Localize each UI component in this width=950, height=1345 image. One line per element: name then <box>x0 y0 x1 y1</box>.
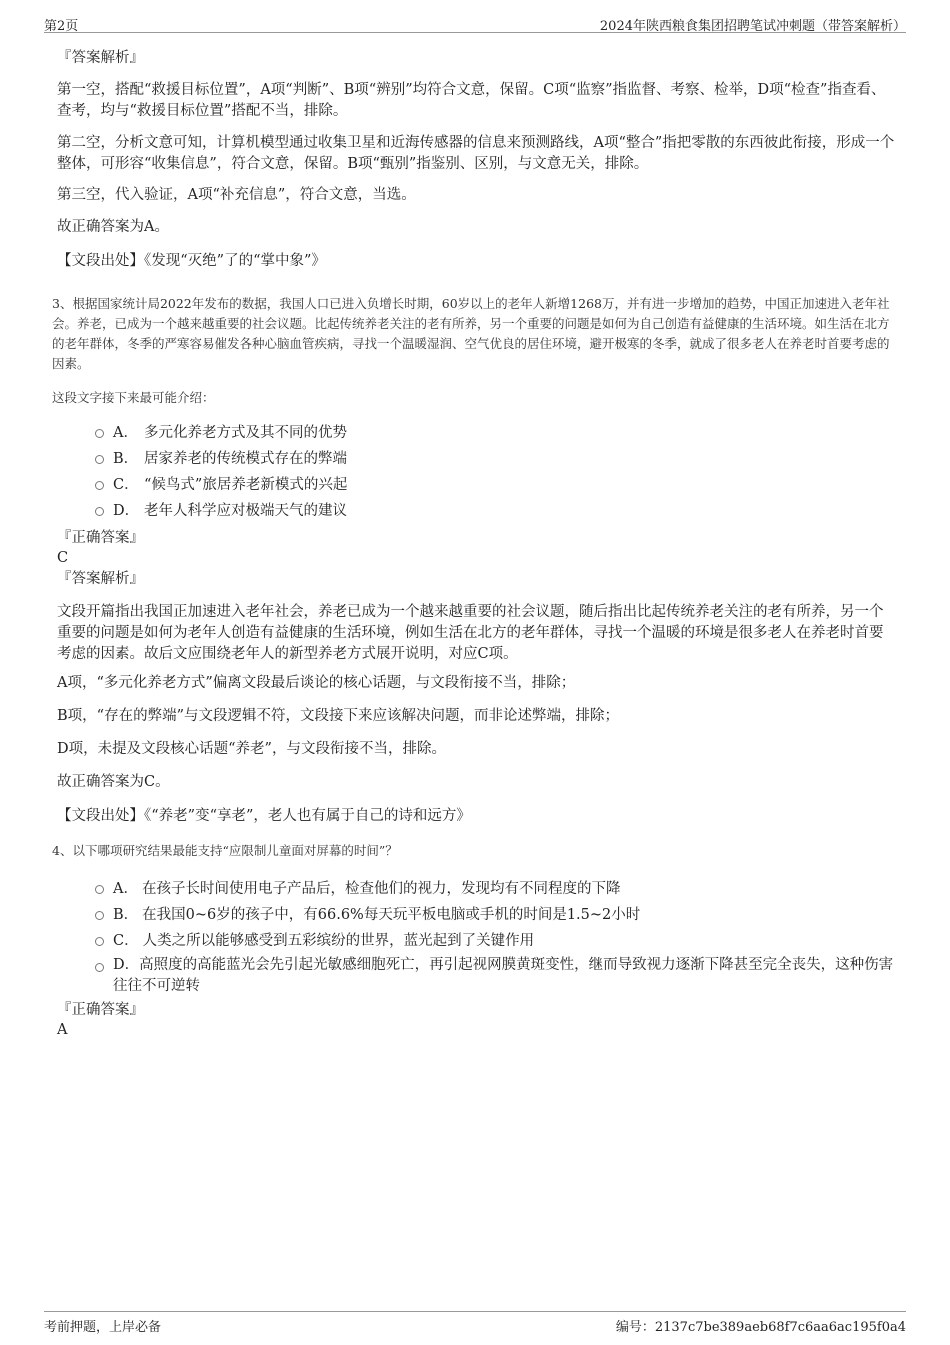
q2-analysis-para-3: 第三空，代入验证，A项“补充信息”，符合文意，当选。 <box>57 187 416 203</box>
q3-option-a[interactable] <box>95 421 900 447</box>
option-key: B． <box>113 451 139 467</box>
option-text: 人类之所以能够感受到五彩缤纷的世界，蓝光起到了关键作用 <box>142 933 535 949</box>
radio-icon[interactable] <box>95 429 104 438</box>
q3-conclusion: 故正确答案为C。 <box>57 774 170 790</box>
radio-icon[interactable] <box>95 963 104 972</box>
q4-question: 4、以下哪项研究结果最能支持“应限制儿童面对屏幕的时间”？ <box>52 843 398 858</box>
option-key: B． <box>113 907 139 923</box>
q3-option-b[interactable] <box>95 447 900 473</box>
option-key: D． <box>113 503 140 519</box>
option-body: 高照度的高能蓝光会先引起光敏感细胞死亡，再引起视网膜黄斑变性，继而导致视力逐渐下降甚至完全丧失，这种伤害往往不可逆转 <box>113 957 894 994</box>
q2-source: 【文段出处】《发现“灭绝”了的“掌中象”》 <box>57 253 326 269</box>
q3-options <box>95 421 900 525</box>
q4-option-d[interactable] <box>95 955 900 997</box>
radio-icon[interactable] <box>95 885 104 894</box>
q3-prompt: 这段文字接下来最可能介绍： <box>52 390 215 405</box>
option-key: A． <box>113 881 138 897</box>
footer-slogan: 考前押题，上岸必备 <box>44 1320 162 1335</box>
radio-icon[interactable] <box>95 455 104 464</box>
q3-analysis-para-2: A项，“多元化养老方式”偏离文段最后谈论的核心话题，与文段衔接不当，排除； <box>57 675 576 691</box>
q3-analysis-para-3: B项，“存在的弊端”与文段逻辑不符，文段接下来应该解决问题，而非论述弊端，排除； <box>57 708 619 724</box>
option-text: 在我国0~6岁的孩子中，有66.6%每天玩平板电脑或手机的时间是1.5~2小时 <box>142 907 641 923</box>
radio-icon[interactable] <box>95 911 104 920</box>
radio-icon[interactable] <box>95 507 104 516</box>
option-key: A． <box>113 425 138 441</box>
q3-analysis-label: 『答案解析』 <box>57 571 144 587</box>
q4-option-b[interactable] <box>95 903 900 929</box>
option-text: 老年人科学应对极端天气的建议 <box>144 503 347 519</box>
q2-analysis-label: 『答案解析』 <box>57 50 144 66</box>
q4-correct-label: 『正确答案』 <box>57 1002 144 1018</box>
document-id: 编号：2137c7be389aeb68f7c6aa6ac195f0a4 <box>615 1320 906 1335</box>
q4-options <box>95 877 900 997</box>
document-title: 2024年陕西粮食集团招聘笔试冲刺题（带答案解析） <box>599 19 906 34</box>
page-header <box>44 12 906 33</box>
page-footer <box>44 1311 906 1336</box>
q3-source: 【文段出处】《“养老”变“享老”，老人也有属于自己的诗和远方》 <box>57 808 471 824</box>
option-text: 居家养老的传统模式存在的弊端 <box>144 451 347 467</box>
q2-conclusion: 故正确答案为A。 <box>57 219 169 235</box>
q3-correct-answer: C <box>57 550 69 566</box>
option-key: C． <box>113 477 139 493</box>
q2-analysis-para-2: 第二空，分析文意可知，计算机模型通过收集卫星和近海传感器的信息来预测路线，A项“整合”指把零散的东西彼此衔接，形成一个整体，可形容“收集信息”，符合文意，保留。B项“甄别”指鉴别、区别，与文意无关，排除。 <box>57 135 895 172</box>
q3-question: 3、根据国家统计局2022年发布的数据，我国人口已进入负增长时期，60岁以上的老年人新增1268万，并有进一步增加的趋势，中国正加速进入老年社会。养老，已成为一个越来越重要的社会议题。比起传统养老关注的老有所养，另一个重要的问题是如何为自己创造有益健康的生活环境。如生活在北方的老年群体，冬季的严寒容易催发各种心脑血管疾病，寻找一个温暖湿润、空气优良的居住环境，避开极寒的冬季，就成了很多老人在养老时首要考虑的因素。 <box>52 296 890 371</box>
radio-icon[interactable] <box>95 481 104 490</box>
q3-analysis-para-1: 文段开篇指出我国正加速进入老年社会，养老已成为一个越来越重要的社会议题，随后指出比起传统养老关注的老有所养，另一个重要的问题是如何为老年人创造有益健康的生活环境，例如生活在北方的老年群体，寻找一个温暖的环境是很多老人在养老时首要考虑的因素。故后文应围绕老年人的新型养老方式展开说明，对应C项。 <box>57 604 884 662</box>
option-text <box>113 955 900 997</box>
option-text: 在孩子长时间使用电子产品后，检查他们的视力，发现均有不同程度的下降 <box>141 881 621 897</box>
radio-icon[interactable] <box>95 937 104 946</box>
q4-correct-answer: A <box>57 1022 68 1038</box>
q3-analysis-para-4: D项，未提及文段核心话题“养老”，与文段衔接不当，排除。 <box>57 741 446 757</box>
option-text: “候鸟式”旅居养老新模式的兴起 <box>144 477 348 493</box>
q4-option-c[interactable] <box>95 929 900 955</box>
option-key: D． <box>113 957 140 973</box>
q3-correct-label: 『正确答案』 <box>57 530 144 546</box>
q4-option-a[interactable] <box>95 877 900 903</box>
q2-analysis-para-1: 第一空，搭配“救援目标位置”，A项“判断”、B项“辨别”均符合文意，保留。C项“监察”指监督、考察、检举，D项“检查”指查看、查考，均与“救援目标位置”搭配不当，排除。 <box>57 82 886 119</box>
option-text: 多元化养老方式及其不同的优势 <box>144 425 347 441</box>
option-key: C． <box>113 933 139 949</box>
q3-option-c[interactable] <box>95 473 900 499</box>
page-number: 第2页 <box>44 19 79 34</box>
q3-option-d[interactable] <box>95 499 900 525</box>
